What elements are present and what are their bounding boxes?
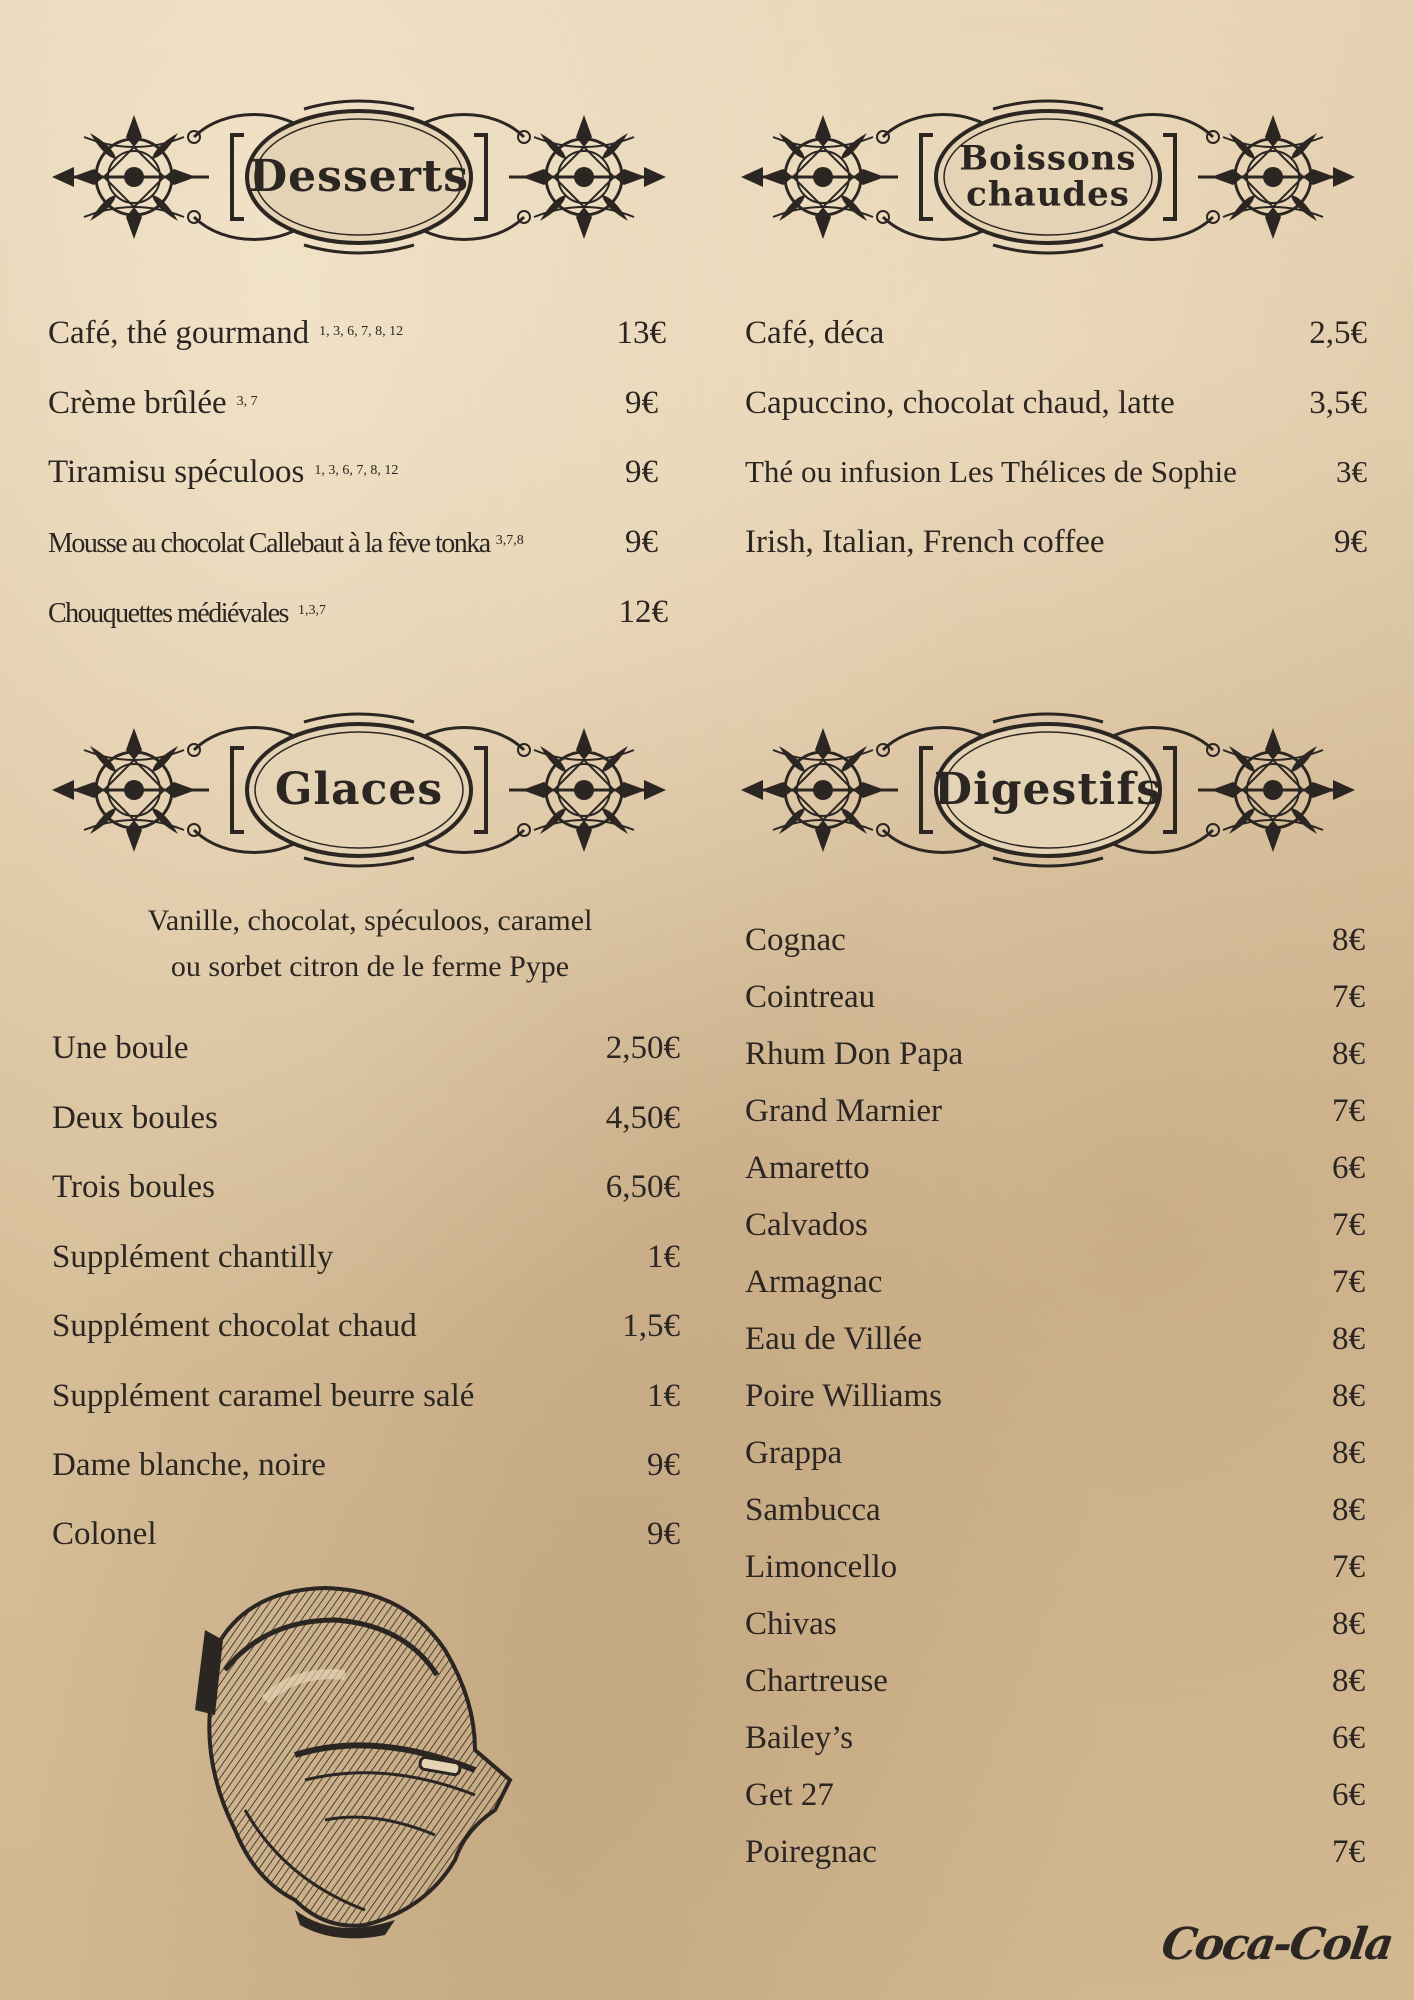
item-name: Supplément chocolat chaud — [52, 1308, 417, 1344]
desserts-item — [48, 315, 666, 352]
glaces-intro — [60, 898, 680, 990]
glaces-banner — [44, 710, 674, 870]
glaces-intro-line2: ou sorbet citron de le ferme Pype — [170, 950, 570, 983]
glaces-item — [52, 1308, 680, 1345]
glaces-item — [52, 1239, 680, 1276]
item-name: Amaretto — [745, 1150, 870, 1186]
item-name: Mousse au chocolat Callebaut à la fève tonka — [48, 528, 490, 559]
item-name: Get 27 — [745, 1777, 834, 1813]
item-price: 7€ — [1332, 1264, 1365, 1300]
item-name: Rhum Don Papa — [745, 1036, 964, 1072]
item-price: 7€ — [1332, 1093, 1365, 1129]
item-price: 8€ — [1332, 1036, 1365, 1072]
digestifs-item — [745, 1036, 1365, 1073]
item-price: 9€ — [1334, 524, 1367, 560]
item-price: 8€ — [1332, 1606, 1365, 1642]
glaces-title: Glaces — [274, 763, 444, 815]
item-name: Irish, Italian, French coffee — [745, 524, 1105, 560]
item-price: 4,50€ — [605, 1100, 680, 1136]
digestifs-item — [745, 1549, 1365, 1586]
item-name: Calvados — [745, 1207, 868, 1243]
item-name: Grappa — [745, 1435, 843, 1471]
item-name: Café, thé gourmand — [48, 315, 310, 351]
item-price: 2,5€ — [1309, 315, 1367, 351]
item-price: 9€ — [647, 1516, 680, 1552]
boissons-item — [745, 524, 1367, 561]
item-price: 1€ — [647, 1239, 680, 1275]
item-price: 12€ — [618, 594, 668, 630]
item-name: Capuccino, chocolat chaud, latte — [745, 385, 1175, 421]
item-price: 8€ — [1332, 1663, 1365, 1699]
glaces-item — [52, 1169, 680, 1206]
item-price: 7€ — [1332, 1834, 1365, 1870]
item-price: 8€ — [1332, 1378, 1365, 1414]
boissons-item — [745, 315, 1367, 352]
boissons-item — [745, 385, 1367, 422]
item-price: 13€ — [616, 315, 666, 351]
glaces-item — [52, 1100, 680, 1137]
item-name: Café, déca — [745, 315, 885, 351]
item-name: Cointreau — [745, 979, 876, 1015]
coca-cola-logo: Coca-Cola — [1158, 1919, 1396, 1970]
item-name: Supplément caramel beurre salé — [52, 1378, 475, 1414]
allergen-codes: 1, 3, 6, 7, 8, 12 — [314, 463, 399, 478]
item-price: 1€ — [647, 1378, 680, 1414]
item-price: 2,50€ — [605, 1030, 680, 1066]
item-name: Thé ou infusion Les Thélices de Sophie — [745, 454, 1237, 489]
allergen-codes: 1,3,7 — [297, 603, 326, 618]
item-name: Dame blanche, noire — [52, 1447, 326, 1483]
item-price: 9€ — [625, 454, 658, 490]
item-name: Eau de Villée — [745, 1321, 923, 1357]
boissons-banner — [733, 97, 1363, 257]
desserts-item — [48, 385, 658, 422]
digestifs-title: Digestifs — [933, 763, 1163, 815]
item-name: Chivas — [745, 1606, 837, 1642]
item-price: 6€ — [1332, 1777, 1365, 1813]
desserts-title: Desserts — [249, 150, 469, 202]
item-price: 1,5€ — [622, 1308, 680, 1344]
glaces-intro-line1: Vanille, chocolat, spéculoos, caramel — [147, 904, 593, 937]
digestifs-item — [745, 1492, 1365, 1529]
digestifs-banner — [733, 710, 1363, 870]
boissons-title — [733, 138, 1363, 214]
item-price: 3,5€ — [1309, 385, 1367, 421]
item-name: Colonel — [52, 1516, 157, 1552]
item-price: 8€ — [1332, 1492, 1365, 1528]
digestifs-item — [745, 1321, 1365, 1358]
digestifs-item — [745, 1720, 1365, 1757]
item-price: 8€ — [1332, 922, 1365, 958]
item-name: Sambucca — [745, 1492, 881, 1528]
item-price: 9€ — [625, 385, 658, 421]
digestifs-item — [745, 1606, 1365, 1643]
item-price: 7€ — [1332, 1207, 1365, 1243]
item-name: Limoncello — [745, 1549, 898, 1585]
allergen-codes: 1, 3, 6, 7, 8, 12 — [319, 324, 404, 339]
item-name: Poiregnac — [745, 1834, 877, 1870]
item-price: 6,50€ — [605, 1169, 680, 1205]
item-name: Chouquettes médiévales — [48, 598, 288, 629]
item-price: 9€ — [625, 524, 658, 560]
glaces-item — [52, 1447, 680, 1484]
allergen-codes: 3, 7 — [236, 394, 258, 409]
desserts-item — [48, 454, 658, 491]
item-name: Chartreuse — [745, 1663, 888, 1699]
desserts-item — [48, 594, 668, 631]
digestifs-item — [745, 1435, 1365, 1472]
digestifs-item — [745, 1777, 1365, 1814]
item-price: 7€ — [1332, 979, 1365, 1015]
allergen-codes: 3,7,8 — [495, 533, 524, 548]
digestifs-item — [745, 979, 1365, 1016]
item-price: 9€ — [647, 1447, 680, 1483]
glaces-item — [52, 1378, 680, 1415]
knight-helmet-icon — [175, 1580, 525, 1940]
boissons-title-line1: Boissons — [959, 138, 1137, 179]
digestifs-item — [745, 1663, 1365, 1700]
item-price: 6€ — [1332, 1150, 1365, 1186]
item-price: 8€ — [1332, 1321, 1365, 1357]
item-name: Grand Marnier — [745, 1093, 943, 1129]
item-name: Une boule — [52, 1030, 189, 1066]
digestifs-item — [745, 1093, 1365, 1130]
digestifs-item — [745, 1264, 1365, 1301]
item-name: Cognac — [745, 922, 846, 958]
glaces-item — [52, 1516, 680, 1553]
item-name: Tiramisu spéculoos — [48, 454, 305, 490]
desserts-item — [48, 524, 658, 561]
item-name: Trois boules — [52, 1169, 215, 1205]
item-name: Supplément chantilly — [52, 1239, 334, 1275]
desserts-banner — [44, 97, 674, 257]
item-name: Poire Williams — [745, 1378, 942, 1414]
item-price: 7€ — [1332, 1549, 1365, 1585]
glaces-item — [52, 1030, 680, 1067]
item-name: Deux boules — [52, 1100, 218, 1136]
boissons-title-line2: chaudes — [966, 174, 1130, 214]
digestifs-item — [745, 1150, 1365, 1187]
boissons-item — [745, 454, 1367, 490]
item-price: 6€ — [1332, 1720, 1365, 1756]
item-name: Armagnac — [745, 1264, 883, 1300]
item-name: Crème brûlée — [48, 385, 227, 421]
digestifs-item — [745, 1378, 1365, 1415]
item-name: Bailey’s — [745, 1720, 854, 1756]
digestifs-item — [745, 922, 1365, 959]
digestifs-item — [745, 1834, 1365, 1871]
digestifs-item — [745, 1207, 1365, 1244]
item-price: 3€ — [1336, 454, 1367, 489]
item-price: 8€ — [1332, 1435, 1365, 1471]
